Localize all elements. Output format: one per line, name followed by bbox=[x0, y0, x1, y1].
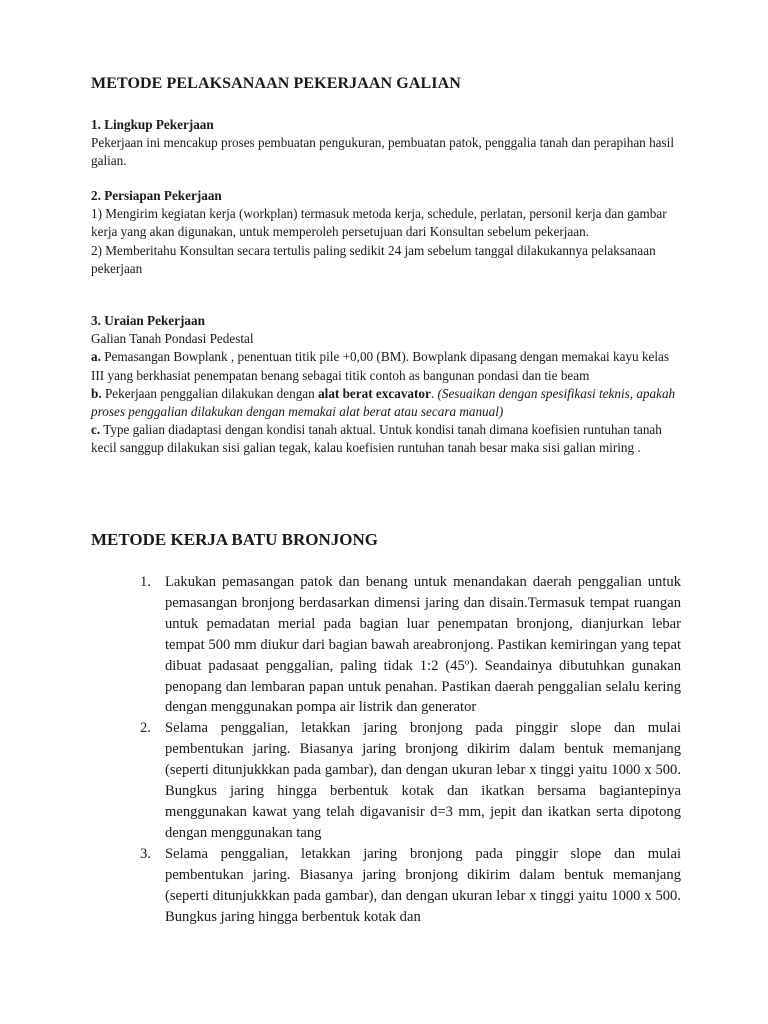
section-scope-heading: 1. Lingkup Pekerjaan bbox=[91, 117, 214, 132]
item-a-label: a. bbox=[91, 349, 101, 365]
item-b-bold-text: alat berat excavator bbox=[318, 385, 431, 401]
list-item-text: Selama penggalian, letakkan jaring bronjong pada pinggir slope dan mulai pembentukan jaring. Biasanya jaring bronjong dikirim dalam bentuk memanjang (seperti ditunjukkkan pada gambar), dan dengan ukuran lebar x tinggi yaitu 1000 x 500. Bungkus jaring hingga berbentuk kotak dan bbox=[165, 845, 681, 925]
list-item-number: 1. bbox=[140, 574, 151, 590]
list-item-number: 3. bbox=[140, 845, 151, 862]
list-item-number: 2. bbox=[140, 720, 151, 737]
section-description bbox=[91, 312, 681, 458]
item-c-text: Type galian diadaptasi dengan kondisi tanah aktual. Untuk kondisi tanah dimana koefisien runtuhan tanah kecil sanggup dilakukan sisi galian tegak, kalau koefisien runtuhan tanah besar maka sisi galian miring . bbox=[91, 422, 662, 456]
section-title-bronjong: METODE KERJA BATU BRONJONG bbox=[91, 530, 378, 549]
preparation-item-2: 2) Memberitahu Konsultan secara tertulis paling sedikit 24 jam sebelum tanggal dilakukannya pelaksanaan pekerjaan bbox=[91, 242, 656, 276]
list-item bbox=[140, 718, 681, 843]
preparation-item-1: 1) Mengirim kegiatan kerja (workplan) termasuk metoda kerja, schedule, perlatan, personil kerja dan gambar kerja yang akan digunakan, untuk memperoleh persetujuan dari Konsultan sebelum pekerjaan. bbox=[91, 206, 667, 240]
description-item-a bbox=[91, 348, 681, 384]
item-b-dot: . bbox=[430, 385, 438, 401]
item-b-label: b. bbox=[91, 385, 102, 401]
description-item-c bbox=[91, 421, 681, 457]
item-a-text: Pemasangan Bowplank , penentuan titik pile +0,00 (BM). Bowplank dipasang dengan memakai kayu kelas III yang berkhasiat penempatan benang sebagai titik contoh as bangunan pondasi dan tie beam bbox=[91, 349, 670, 383]
item-b-text: Pekerjaan penggalian dilakukan dengan bbox=[101, 385, 319, 401]
section-scope bbox=[91, 116, 681, 171]
list-item bbox=[140, 572, 681, 718]
description-subtitle: Galian Tanah Pondasi Pedestal bbox=[91, 331, 254, 347]
bronjong-steps-list bbox=[140, 572, 681, 927]
item-c-label: c. bbox=[91, 422, 101, 438]
section-description-heading: 3. Uraian Pekerjaan bbox=[91, 313, 205, 328]
section-preparation bbox=[91, 187, 681, 278]
list-item-text: Lakukan pemasangan patok dan benang untuk menandakan daerah penggalian untuk pemasangan bronjong berdasarkan dimensi jaring dan disain.Termasuk tempat ruangan untuk pemadatan merial pada bagian luar penempatan bronjong, dianjurkan lebar tempat 500 mm diukur dari bagian bawah areabronjong. Pastikan kemiringan yang tepat dibuat padasaat penggalian, paling tidak 1:2 (45º). Seandainya dibutuhkan gunakan penopang dan lembaran papan untuk penahan. Pastikan daerah penggalian selalu kering dengan menggunakan pompa air listrik dan generator bbox=[165, 574, 681, 716]
document-title: METODE PELAKSANAAN PEKERJAAN GALIAN bbox=[91, 75, 461, 92]
section-scope-text: Pekerjaan ini mencakup proses pembuatan pengukuran, pembuatan patok, penggalia tanah dan perapihan hasil galian. bbox=[91, 135, 674, 169]
description-item-b bbox=[91, 385, 681, 421]
list-item-text: Selama penggalian, letakkan jaring bronjong pada pinggir slope dan mulai pembentukan jaring. Biasanya jaring bronjong dikirim dalam bentuk memanjang (seperti ditunjukkkan pada gambar), dan dengan ukuran lebar x tinggi yaitu 1000 x 500. Bungkus jaring hingga berbentuk kotak dan ikatkan bersama bagiantepinya menggunakan kawat yang telah digavanisir d=3 mm, jepit dan ikatkan serta dipotong dengan menggunakan tang bbox=[165, 720, 681, 841]
item-b-italic-note: (Sesuaikan dengan spesifikasi teknis, apakah proses penggalian dilakukan dengan memakai alat berat atau secara manual) bbox=[91, 385, 676, 420]
list-item bbox=[140, 844, 681, 928]
section-preparation-heading: 2. Persiapan Pekerjaan bbox=[91, 188, 222, 203]
